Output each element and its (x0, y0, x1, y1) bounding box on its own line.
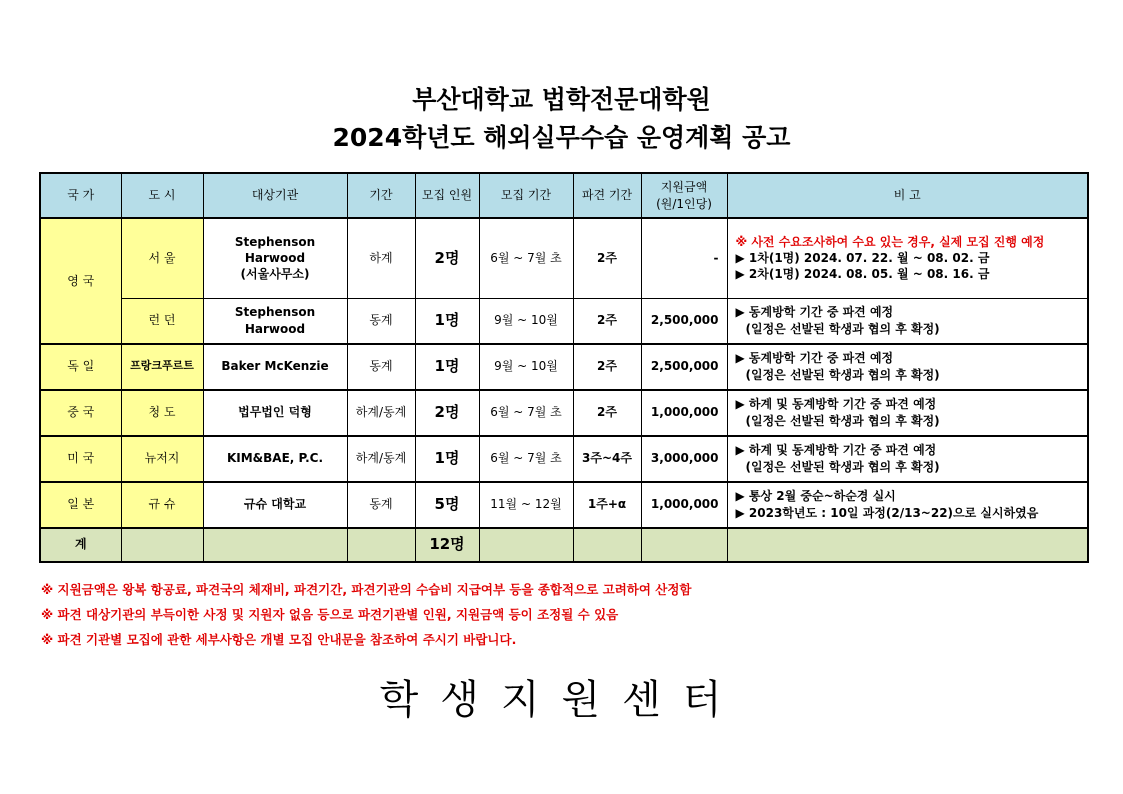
remarks-cell (727, 218, 1088, 298)
remark-line: (일정은 선발된 학생과 협의 후 확정) (745, 367, 940, 382)
country-cell: 미 국 (40, 436, 121, 482)
remark-line: (일정은 선발된 학생과 협의 후 확정) (745, 413, 940, 428)
recruit-count-cell: 1명 (415, 298, 479, 344)
remark-line: ※ 사전 수요조사하여 수요 있는 경우, 실제 모집 진행 예정 (735, 234, 1045, 249)
institution-cell: KIM&BAE, P.C. (203, 436, 347, 482)
header-dispatch-period: 파견 기간 (573, 173, 641, 218)
empty-cell (727, 528, 1088, 562)
remark-line: ▶ 동계방학 기간 중 파견 예정 (735, 351, 894, 366)
recruit-count-cell: 1명 (415, 344, 479, 390)
country-cell: 일 본 (40, 482, 121, 528)
remark-line: (일정은 선발된 학생과 협의 후 확정) (745, 459, 940, 474)
table-header-row (40, 173, 1088, 218)
header-support-amount-line2: (원/1인당) (656, 196, 712, 211)
header-city: 도 시 (121, 173, 203, 218)
program-table (39, 172, 1089, 563)
total-row (40, 528, 1088, 562)
institution-line1: Stephenson Harwood (234, 234, 316, 266)
city-cell: 프랑크푸르트 (121, 344, 203, 390)
period-cell: 하계/동계 (347, 390, 415, 436)
period-cell: 동계 (347, 344, 415, 390)
empty-cell (573, 528, 641, 562)
institution-cell: Stephenson Harwood (203, 298, 347, 344)
empty-cell (347, 528, 415, 562)
dispatch-period-cell: 2주 (573, 298, 641, 344)
remark-line: ▶ 1차(1명) 2024. 07. 22. 월 ~ 08. 02. 금 (735, 251, 990, 266)
header-period: 기간 (347, 173, 415, 218)
footnote: ※ 지원금액은 왕복 항공료, 파견국의 체재비, 파견기간, 파견기관의 수습비 지급여부 등을 종합적으로 고려하여 산정함 (41, 582, 692, 597)
issuer-name: 학생지원센터 (379, 677, 744, 723)
remark-line: ▶ 동계방학 기간 중 파견 예정 (735, 305, 894, 320)
remark-line: ▶ 통상 2월 중순~하순경 실시 (735, 489, 896, 504)
table-row (40, 390, 1088, 436)
document-subtitle: 2024학년도 해외실무수습 운영계획 공고 (332, 123, 791, 152)
country-cell: 독 일 (40, 344, 121, 390)
document-title: 부산대학교 법학전문대학원 (412, 85, 711, 114)
support-amount-cell: 1,000,000 (641, 390, 727, 436)
header-institution: 대상기관 (203, 173, 347, 218)
remarks-cell (727, 482, 1088, 528)
city-cell: 규 슈 (121, 482, 203, 528)
period-cell: 하계 (347, 218, 415, 298)
empty-cell (479, 528, 573, 562)
footnote: ※ 파견 대상기관의 부득이한 사정 및 지원자 없음 등으로 파견기관별 인원, 지원금액 등이 조정될 수 있음 (41, 607, 619, 622)
support-amount-cell: 1,000,000 (641, 482, 727, 528)
total-label: 계 (40, 528, 121, 562)
institution-line2: (서울사무소) (240, 267, 310, 282)
table-row (40, 218, 1088, 298)
city-cell: 서 울 (121, 218, 203, 298)
dispatch-period-cell: 2주 (573, 344, 641, 390)
recruit-period-cell: 6월 ~ 7월 초 (479, 436, 573, 482)
header-recruit-period: 모집 기간 (479, 173, 573, 218)
header-support-amount-line1: 지원금액 (660, 180, 708, 195)
city-cell: 뉴저지 (121, 436, 203, 482)
recruit-count-cell: 2명 (415, 218, 479, 298)
institution-cell: Baker McKenzie (203, 344, 347, 390)
dispatch-period-cell: 1주+α (573, 482, 641, 528)
institution-cell: 규슈 대학교 (203, 482, 347, 528)
recruit-count-cell: 5명 (415, 482, 479, 528)
dispatch-period-cell: 3주~4주 (573, 436, 641, 482)
recruit-count-cell: 2명 (415, 390, 479, 436)
total-count: 12명 (415, 528, 479, 562)
recruit-period-cell: 9월 ~ 10월 (479, 344, 573, 390)
remark-line: ▶ 2023학년도 : 10일 과정(2/13~22)으로 실시하였음 (735, 505, 1039, 520)
footnotes (41, 580, 692, 655)
recruit-period-cell: 6월 ~ 7월 초 (479, 390, 573, 436)
recruit-period-cell: 9월 ~ 10월 (479, 298, 573, 344)
header-country: 국 가 (40, 173, 121, 218)
header-remarks: 비 고 (727, 173, 1088, 218)
remark-line: ▶ 하계 및 동계방학 기간 중 파견 예정 (735, 397, 937, 412)
city-cell: 런 던 (121, 298, 203, 344)
remark-line: ▶ 2차(1명) 2024. 08. 05. 월 ~ 08. 16. 금 (735, 267, 990, 282)
period-cell: 동계 (347, 298, 415, 344)
recruit-period-cell: 11월 ~ 12월 (479, 482, 573, 528)
period-cell: 동계 (347, 482, 415, 528)
support-amount-cell: 2,500,000 (641, 298, 727, 344)
remarks-cell (727, 436, 1088, 482)
table-row (40, 344, 1088, 390)
dispatch-period-cell: 2주 (573, 390, 641, 436)
empty-cell (641, 528, 727, 562)
table-row (40, 482, 1088, 528)
recruit-count-cell: 1명 (415, 436, 479, 482)
dispatch-period-cell: 2주 (573, 218, 641, 298)
footnote: ※ 파견 기관별 모집에 관한 세부사항은 개별 모집 안내문을 참조하여 주시기 바랍니다. (41, 632, 517, 647)
country-cell: 중 국 (40, 390, 121, 436)
table-row (40, 436, 1088, 482)
header-recruit-count: 모집 인원 (415, 173, 479, 218)
support-amount-cell: - (641, 218, 727, 298)
header-support-amount (641, 173, 727, 218)
empty-cell (203, 528, 347, 562)
support-amount-cell: 2,500,000 (641, 344, 727, 390)
city-cell: 청 도 (121, 390, 203, 436)
remark-line: (일정은 선발된 학생과 협의 후 확정) (745, 321, 940, 336)
recruit-period-cell: 6월 ~ 7월 초 (479, 218, 573, 298)
country-cell: 영 국 (40, 218, 121, 344)
table-row (40, 298, 1088, 344)
remark-line: ▶ 하계 및 동계방학 기간 중 파견 예정 (735, 443, 937, 458)
institution-cell (203, 218, 347, 298)
remarks-cell (727, 298, 1088, 344)
institution-cell: 법무법인 덕형 (203, 390, 347, 436)
remarks-cell (727, 390, 1088, 436)
period-cell: 하계/동계 (347, 436, 415, 482)
support-amount-cell: 3,000,000 (641, 436, 727, 482)
remarks-cell (727, 344, 1088, 390)
empty-cell (121, 528, 203, 562)
